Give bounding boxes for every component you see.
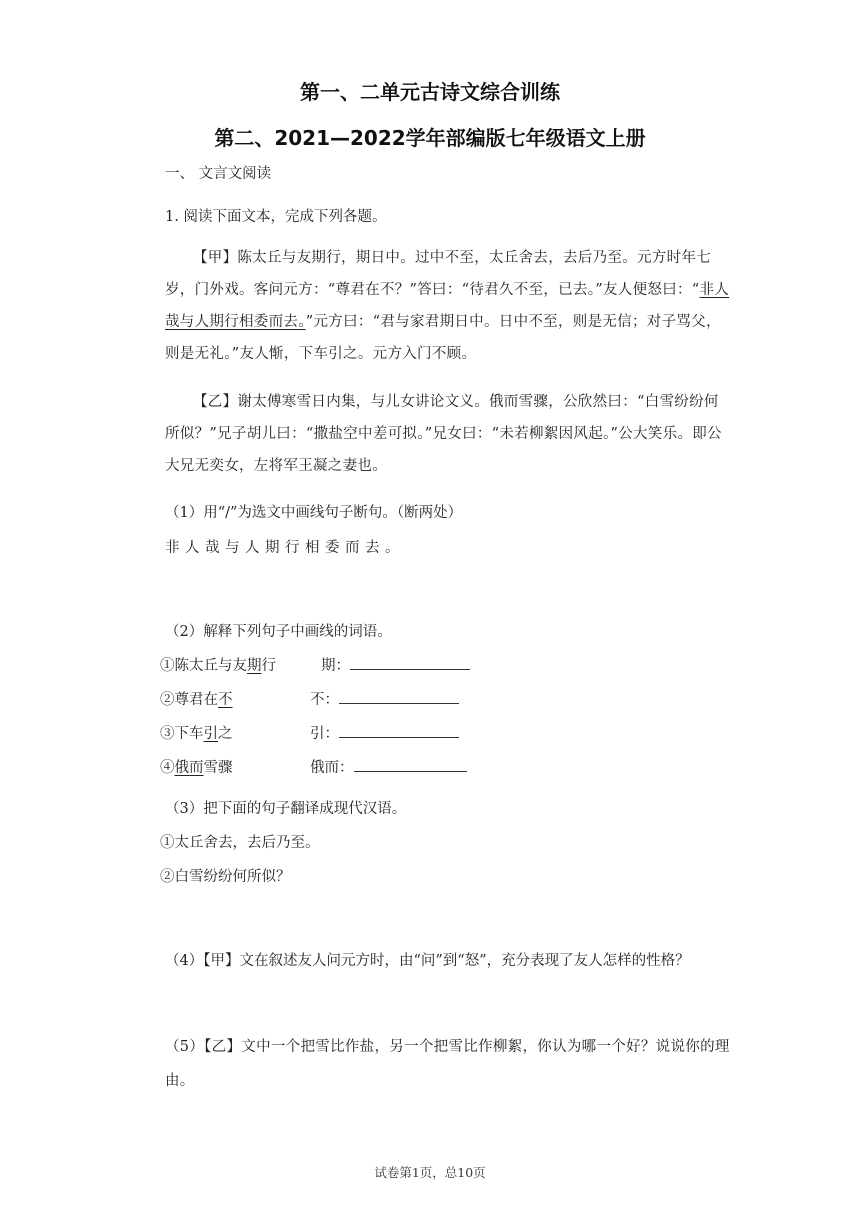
question-stem: 1. 阅读下面文本，完成下列各题。 (165, 209, 387, 225)
passage-jia-part1: 【甲】陈太丘与友期行，期日中。过中不至，太丘舍去，去后乃至。元方时年七岁，门外戏。客问元方：“尊君在不？”答曰：“待君久不至，已去。”友人便怒曰：“ (165, 250, 711, 298)
q2-item-2-word: 不 (218, 692, 233, 708)
answer-blank[interactable] (350, 655, 470, 670)
q2-item-3: ③下车引之 (160, 726, 233, 742)
answer-blank[interactable] (354, 757, 467, 772)
answer-blank[interactable] (339, 723, 459, 738)
q2-item-3-answer: 引： (310, 722, 459, 743)
q2-item-1-answer: 期： (321, 654, 470, 675)
q1-sentence: 非人哉与人期行相委而去。 (165, 540, 405, 556)
q3-item-1: ①太丘舍去，去后乃至。 (160, 835, 320, 851)
q3-prompt: （3）把下面的句子翻译成现代汉语。 (165, 801, 407, 817)
q5-prompt: （5）【乙】文中一个把雪比作盐，另一个把雪比作柳絮，你认为哪一个好？说说你的理由。 (165, 1039, 730, 1089)
title-line-1: 第一、二单元古诗文综合训练 (300, 80, 560, 104)
q2-item-1-word: 期 (247, 658, 262, 674)
q2-item-4-answer: 俄而： (310, 756, 467, 777)
q4-prompt: （4）【甲】文在叙述友人问元方时，由“问”到“怒”，充分表现了友人怎样的性格？ (165, 953, 690, 969)
section-heading: 一、 文言文阅读 (165, 166, 272, 182)
q2-item-4-word: 俄而 (174, 760, 204, 776)
passage-jia (165, 242, 730, 370)
title-line-2: 第二、2021—2022学年部编版七年级语文上册 (214, 126, 646, 150)
q2-item-1: ①陈太丘与友期行 (160, 658, 276, 674)
page-footer: 试卷第1页，总10页 (374, 1165, 486, 1180)
q1-prompt: （1）用“/”为选文中画线句子断句。（断两处） (165, 505, 463, 521)
q3-item-2: ②白雪纷纷何所似？ (160, 869, 291, 885)
q2-prompt: （2）解释下列句子中画线的词语。 (165, 624, 392, 640)
q2-item-3-word: 引 (203, 726, 218, 742)
answer-blank[interactable] (339, 689, 459, 704)
q2-item-2: ②尊君在不 (160, 692, 233, 708)
passage-jia-part2: ”元方曰：“君与家君期日中。日中不至，则是无信；对子骂父，则是无礼。”友人惭，下车引之。元方入门不顾。 (165, 314, 721, 362)
q2-item-4: ④俄而雪骤 (160, 760, 233, 776)
passage-yi: 【乙】谢太傅寒雪日内集，与儿女讲论文义。俄而雪骤，公欣然曰：“白雪纷纷何所似？”兄子胡儿曰：“撒盐空中差可拟。”兄女曰：“未若柳絮因风起。”公大笑乐。即公大兄无奕女，左将军王凝之妻也。 (165, 394, 722, 474)
passage-jia-underlined: 非人哉与人期行相委而去。 (165, 282, 730, 330)
q2-item-2-answer: 不： (310, 688, 459, 709)
